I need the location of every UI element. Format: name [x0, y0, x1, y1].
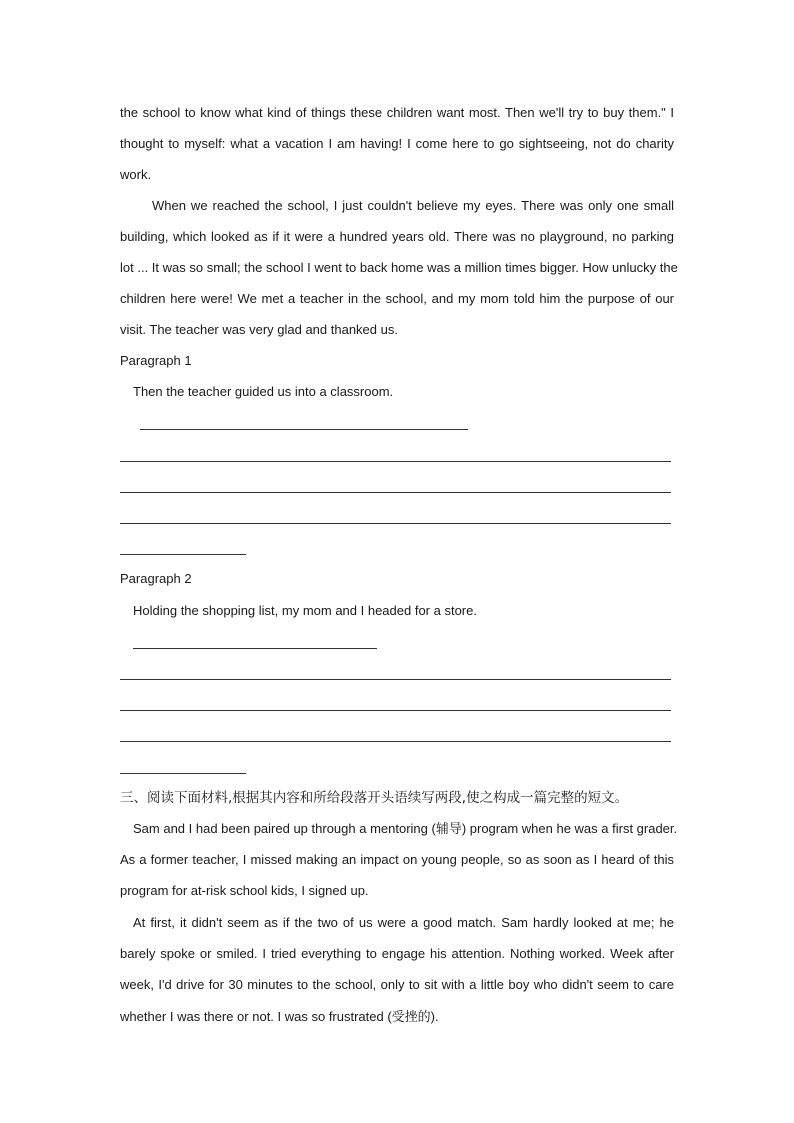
section3-line: Sam and I had been paired up through a mentoring (辅导) program when he was a first grader.	[133, 821, 678, 836]
section3-heading: 三、阅读下面材料,根据其内容和所给段落开头语续写两段,使之构成一篇完整的短文。	[120, 790, 629, 806]
paragraph2-label: Paragraph 2	[120, 571, 192, 586]
answer-line[interactable]	[120, 523, 671, 524]
passage-line: children here were! We met a teacher in the school, and my mom told him the purpose of our	[120, 291, 674, 306]
passage-line: the school to know what kind of things these children want most. Then we'll try to buy them." I	[120, 105, 674, 120]
answer-line[interactable]	[133, 648, 377, 649]
answer-line[interactable]	[120, 554, 246, 555]
answer-line[interactable]	[120, 461, 671, 462]
section3-line: program for at-risk school kids, I signed up.	[120, 883, 369, 898]
section3-line: As a former teacher, I missed making an impact on young people, so as soon as I heard of this	[120, 852, 674, 867]
answer-line[interactable]	[120, 492, 671, 493]
passage-line: work.	[120, 167, 152, 182]
answer-line[interactable]	[120, 773, 246, 774]
answer-line[interactable]	[140, 429, 468, 430]
passage-line: lot ... It was so small; the school I went to back home was a million times bigger. How unlucky the	[120, 260, 678, 275]
section3-line: At first, it didn't seem as if the two of us were a good match. Sam hardly looked at me; he	[133, 915, 674, 930]
passage-line: visit. The teacher was very glad and thanked us.	[120, 322, 398, 337]
paragraph2-prompt: Holding the shopping list, my mom and I headed for a store.	[133, 603, 477, 618]
answer-line[interactable]	[120, 710, 671, 711]
passage-line: When we reached the school, I just couldn't believe my eyes. There was only one small	[152, 198, 674, 213]
passage-line: thought to myself: what a vacation I am having! I come here to go sightseeing, not do charity	[120, 136, 674, 151]
passage-line: building, which looked as if it were a hundred years old. There was no playground, no parking	[120, 229, 674, 244]
paragraph1-prompt: Then the teacher guided us into a classroom.	[133, 384, 394, 399]
answer-line[interactable]	[120, 679, 671, 680]
section3-line: whether I was there or not. I was so frustrated (受挫的).	[120, 1009, 439, 1024]
section3-line: barely spoke or smiled. I tried everything to engage his attention. Nothing worked. Week after	[120, 946, 674, 961]
paragraph1-label: Paragraph 1	[120, 353, 192, 368]
section3-line: week, I'd drive for 30 minutes to the school, only to sit with a little boy who didn't seem to care	[120, 977, 674, 992]
answer-line[interactable]	[120, 741, 671, 742]
